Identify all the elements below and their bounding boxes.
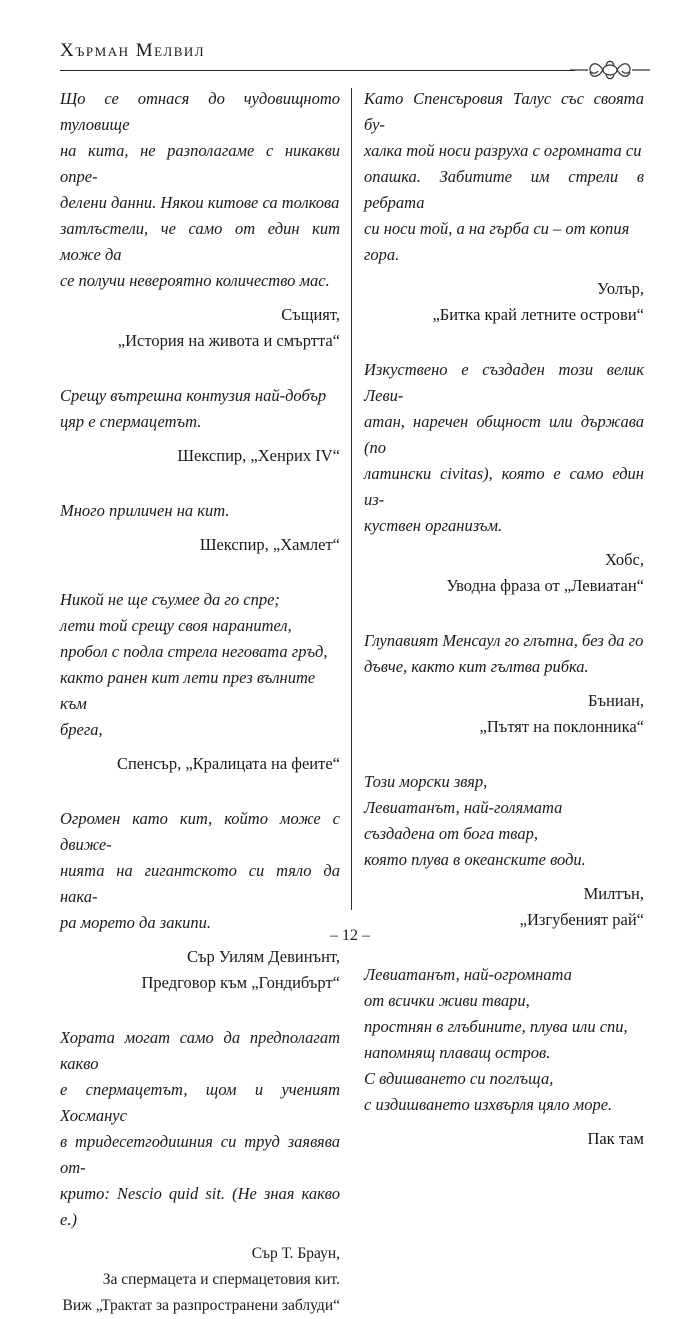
epigraph-quote: Никой не ще съумее да го спре; лети той срещу своя наранител, пробол с подла стрела неговата гръд, както ранен кит лети през вълните към брега, (60, 590, 328, 739)
page-header (60, 40, 650, 80)
epigraph (60, 86, 340, 354)
epigraph-attribution: Бъниан, „Пътят на поклонника“ (479, 691, 644, 736)
epigraph (364, 357, 644, 599)
epigraph (60, 806, 340, 996)
epigraph (60, 587, 340, 777)
running-title: Хърман Мелвил (60, 40, 206, 61)
epigraph (364, 962, 644, 1152)
epigraph-attribution: Шекспир, „Хенрих IV“ (177, 446, 340, 465)
epigraph-attribution: Пак там (587, 1129, 644, 1148)
epigraph-attribution: Същият, „История на живота и смъртта“ (117, 305, 340, 350)
epigraph (364, 86, 644, 328)
epigraph-attribution: Уолър, „Битка край летните острови“ (432, 279, 644, 324)
epigraph-quote: Глупавият Менсаул го глътна, без да го дъвче, както кит гълтва рибка. (364, 631, 644, 676)
epigraph-quote: Хората могат само да предполагат какво е спермацетът, щом и ученият Хосманус в тридесетгодишния си труд заявява от- крито: Nescio quid sit. (Не зная какво е.) (60, 1028, 340, 1229)
epigraph-quote: Изкуствено е създаден този велик Леви- атан, наречен общност или държава (по латински civitas), която е само един из- куствен организъм. (364, 360, 644, 535)
left-column (60, 86, 340, 1319)
epigraph-quote: Много приличен на кит. (60, 501, 230, 520)
epigraph (364, 628, 644, 740)
epigraph-quote: Срещу вътрешна контузия най-добър цяр е спермацетът. (60, 386, 327, 431)
epigraph-attribution: Спенсър, „Кралицата на феите“ (116, 754, 340, 773)
epigraph-quote: Като Спенсъровия Талус със своята бу- халка той носи разруха с огромната си опашка. Забитите им стрели в ребрата си носи той, а на гърба си – от копия гора. (364, 89, 644, 264)
epigraph-attribution: Сър Уилям Девинънт, Предговор към „Гондибърт“ (141, 947, 340, 992)
epigraph (60, 1025, 340, 1319)
epigraph (60, 498, 340, 558)
epigraph-quote: Що се отнася до чудовищното туловище на кита, не разполагаме с никакви опре- делени данни. Някои китове са толкова затлъстели, че само от един кит може да се получи невероятно количество мас. (60, 89, 340, 290)
epigraph-attribution: Хобс, Уводна фраза от „Левиатан“ (446, 550, 644, 595)
ornament-icon (570, 56, 650, 84)
epigraph-attribution: Сър Т. Браун, За спермацета и спермацетовия кит. Виж „Трактат за разпространени заблуди“ (62, 1245, 340, 1314)
column-divider (351, 88, 352, 910)
epigraph (60, 383, 340, 469)
epigraph-quote: Огромен като кит, който може с движе- нията на гигантското си тяло да нака- ра морето да закипи. (60, 809, 340, 932)
epigraph-attribution: Милтън, „Изгубеният рай“ (519, 884, 644, 929)
epigraph-attribution: Шекспир, „Хамлет“ (199, 535, 340, 554)
header-rule (60, 70, 575, 71)
epigraph-quote: Левиатанът, най-огромната от всички живи твари, простнян в глъбините, плува или спи, напомнящ плаващ остров. С вдишването си поглъща, с издишването изхвърля цяло море. (364, 965, 628, 1114)
page-number: – 12 – (330, 927, 370, 944)
epigraph (364, 769, 644, 933)
epigraph-quote: Този морски звяр, Левиатанът, най-голямата създадена от бога твар, която плува в океанските води. (364, 772, 586, 869)
right-column (364, 86, 644, 1152)
